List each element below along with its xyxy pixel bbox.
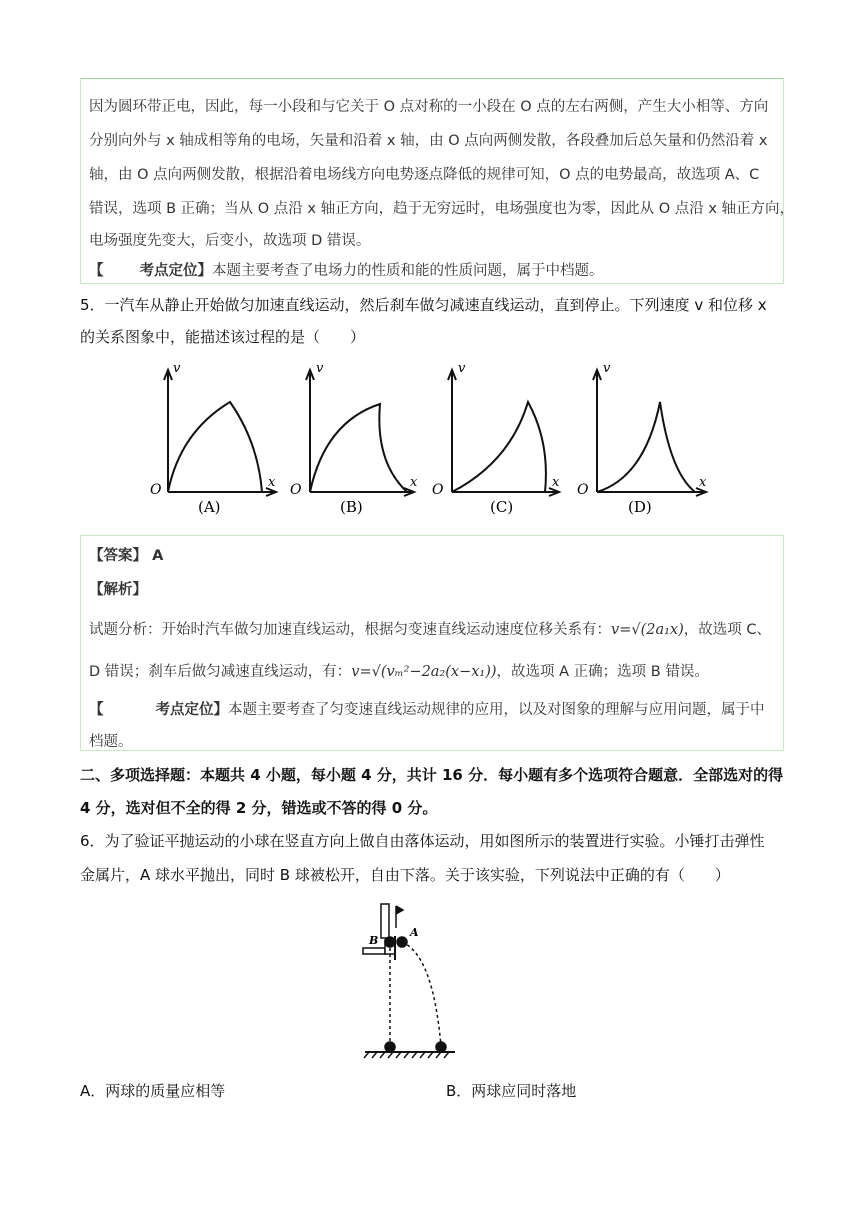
answer-box bbox=[80, 535, 784, 751]
question-6-line: 金属片，A 球水平抛出，同时 B 球被松开，自由下落。关于该实验，下列说法中正确的有（ ） bbox=[80, 866, 730, 884]
graph-d bbox=[593, 370, 706, 496]
v-axis-label: v bbox=[173, 362, 181, 376]
graph-label: (B) bbox=[340, 498, 363, 516]
v-axis-label: v bbox=[458, 362, 466, 376]
graph-label: (C) bbox=[490, 498, 514, 516]
x-axis-label: x bbox=[268, 475, 276, 490]
analysis-line: 错误，选项 B 正确；当从 O 点沿 x 轴正方向，趋于无穷远时，电场强度也为零，因此从 O 点沿 x 轴正方向， bbox=[89, 201, 795, 217]
question-5-line: 5．一汽车从静止开始做匀加速直线运动，然后刹车做匀减速直线运动，直到停止。下列速度 v 和位移 x bbox=[80, 296, 767, 314]
answer-value: A bbox=[152, 548, 164, 564]
origin-label: O bbox=[150, 482, 162, 498]
kaodian-text: 本题主要考查了电场力的性质和能的性质问题，属于中档题。 bbox=[212, 263, 604, 279]
answer-line bbox=[89, 544, 163, 565]
question-6-line: 6．为了验证平抛运动的小球在竖直方向上做自由落体运动，用如图所示的装置进行实验。小锤打击弹性 bbox=[80, 832, 765, 850]
hammer-shaft bbox=[381, 904, 389, 938]
analysis-box-previous bbox=[80, 78, 795, 284]
graph-c bbox=[448, 370, 559, 496]
base-plate bbox=[363, 948, 385, 954]
graph-b bbox=[306, 370, 414, 496]
v-axis-label: v bbox=[603, 362, 611, 376]
analysis-line: 因为圆环带正电，因此，每一小段和与它关于 O 点对称的一小段在 O 点的左右两侧，产生大小相等、方向 bbox=[89, 99, 769, 115]
curve-d bbox=[597, 402, 695, 492]
analysis-line: 分别向外与 x 轴成相等角的电场，矢量和沿着 x 轴，由 O 点向两侧发散，各段叠加后总矢量和仍然沿着 x bbox=[89, 133, 768, 149]
analysis-text: ，故选项 C、 bbox=[683, 622, 771, 638]
flag-icon bbox=[396, 906, 403, 914]
section-2-heading: 二、多项选择题：本题共 4 小题，每小题 4 分，共计 16 分．每小题有多个选项符合题意．全部选对的得 bbox=[80, 766, 784, 784]
kaodian-text: 本题主要考查了匀变速直线运动规律的应用，以及对图象的理解与应用问题，属于中 bbox=[228, 702, 765, 718]
answer-label: 【答案】 bbox=[89, 548, 147, 564]
vx-graphs-figure bbox=[140, 362, 720, 522]
curve-c bbox=[452, 402, 546, 492]
analysis-line bbox=[89, 618, 771, 639]
formula-1: v=√(2a₁x) bbox=[611, 622, 684, 638]
label-b: B bbox=[369, 934, 379, 947]
analysis-line bbox=[89, 660, 709, 681]
origin-label: O bbox=[290, 482, 302, 498]
option-b[interactable]: B．两球应同时落地 bbox=[446, 1082, 577, 1100]
kaodian-line bbox=[89, 698, 765, 719]
question-5-line: 的关系图象中，能描述该过程的是（ ） bbox=[80, 328, 366, 346]
graph-label: (D) bbox=[628, 498, 652, 516]
analysis-text: 试题分析：开始时汽车做匀加速直线运动，根据匀变速直线运动速度位移关系有： bbox=[89, 622, 611, 638]
kaodian-line bbox=[89, 259, 604, 280]
ball-b-landed bbox=[385, 1042, 395, 1052]
ball-a-landed bbox=[436, 1042, 446, 1052]
formula-2: v=√(vₘ²−2a₂(x−x₁)) bbox=[351, 664, 497, 680]
kaodian-text-cont: 档题。 bbox=[89, 734, 133, 750]
projectile-apparatus-figure bbox=[355, 900, 465, 1060]
curve-b bbox=[310, 404, 407, 492]
origin-label: O bbox=[432, 482, 444, 498]
kaodian-label: 考点定位】 bbox=[139, 263, 212, 279]
analysis-line: 轴，由 O 点向两侧发散，根据沿着电场线方向电势逐点降低的规律可知，O 点的电势最高，故选项 A、C bbox=[89, 167, 760, 183]
x-axis-label: x bbox=[410, 475, 418, 490]
kaodian-label: 考点定位】 bbox=[155, 702, 228, 718]
graph-a bbox=[164, 370, 276, 496]
option-a[interactable]: A．两球的质量应相等 bbox=[80, 1082, 226, 1100]
v-axis-label: v bbox=[316, 362, 324, 376]
graph-label: (A) bbox=[198, 498, 221, 516]
ball-b bbox=[385, 937, 395, 947]
ball-a-path bbox=[402, 942, 441, 1046]
curve-a bbox=[168, 402, 262, 492]
label-a: A bbox=[410, 926, 419, 939]
analysis-line: 电场强度先变大，后变小，故选项 D 错误。 bbox=[89, 233, 371, 249]
x-axis-label: x bbox=[552, 475, 560, 490]
x-axis-label: x bbox=[699, 475, 707, 490]
analysis-text: D 错误；刹车后做匀减速直线运动，有： bbox=[89, 664, 352, 680]
kaodian-bracket: 【 bbox=[89, 702, 104, 718]
kaodian-bracket: 【 bbox=[89, 263, 104, 279]
analysis-label: 【解析】 bbox=[89, 582, 147, 598]
section-2-heading: 4 分，选对但不全的得 2 分，错选或不答的得 0 分。 bbox=[80, 799, 438, 817]
origin-label: O bbox=[577, 482, 589, 498]
analysis-text: ，故选项 A 正确；选项 B 错误。 bbox=[496, 664, 709, 680]
